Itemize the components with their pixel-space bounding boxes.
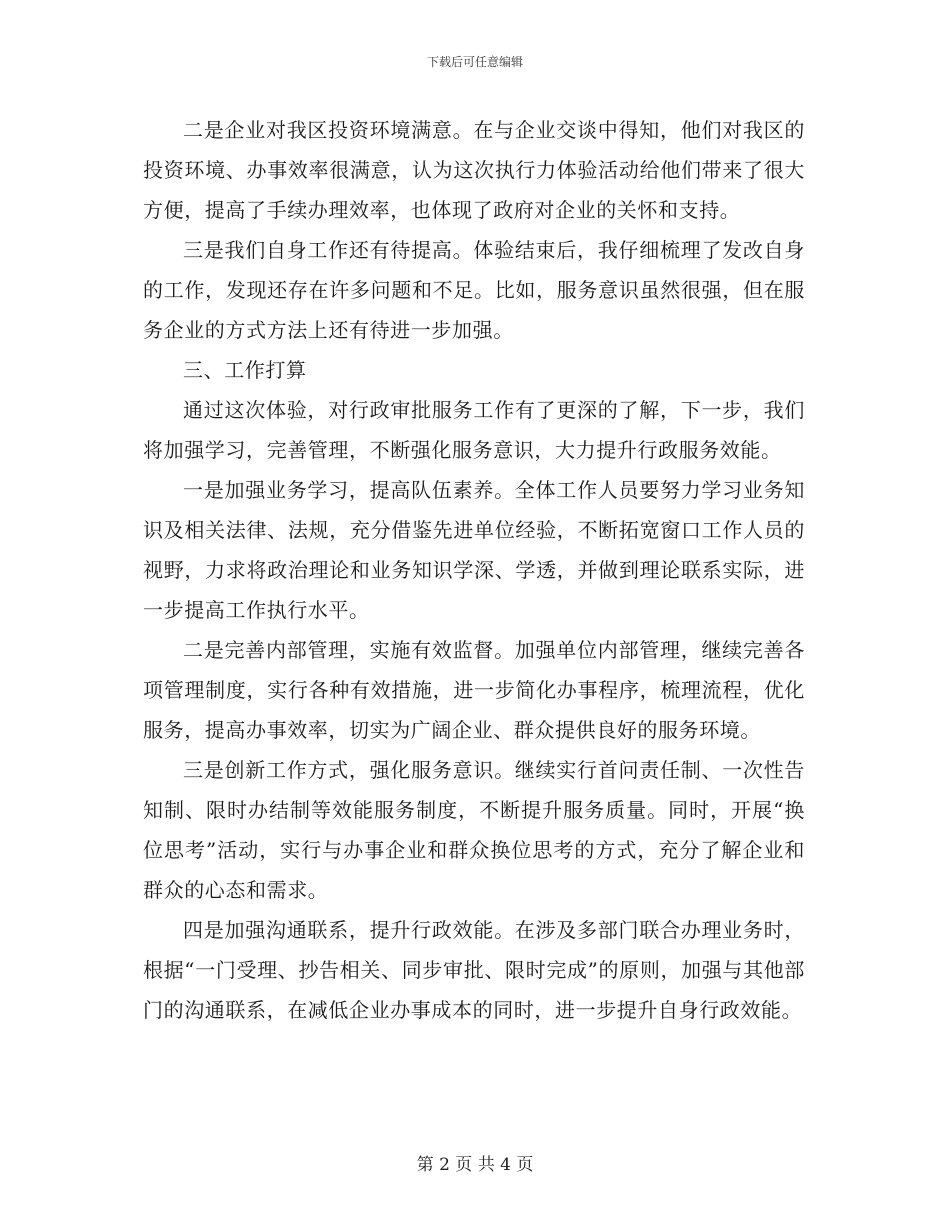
paragraph-internal-management: 二是完善内部管理，实施有效监督。加强单位内部管理，继续完善各项管理制度，实行各种有效措施，进一步简化办事程序，梳理流程，优化服务，提高办事效率，切实为广阔企业、群众提供良好的服务环境。 [143,638,805,742]
header-note: 下载后可任意编辑 [426,55,523,69]
paragraph-investment-satisfaction: 二是企业对我区投资环境满意。在与企业交谈中得知，他们对我区的投资环境、办事效率很满意，认为这次执行力体验活动给他们带来了很大方便，提高了手续办理效率，也体现了政府对企业的关怀和支持。 [143,118,805,222]
section-heading-work-plan: 三、工作打算 [183,358,307,382]
document-body [143,110,805,1030]
page-number: 第 2 页 共 4 页 [416,1155,534,1175]
paragraph-innovate-methods: 三是创新工作方式，强化服务意识。继续实行首问责任制、一次性告知制、限时办结制等效能服务制度，不断提升服务质量。同时，开展“换位思考”活动，实行与办事企业和群众换位思考的方式，充分了解企业和群众的心态和需求。 [143,758,805,902]
paragraph-communication: 四是加强沟通联系，提升行政效能。在涉及多部门联合办理业务时，根据“一门受理、抄告相关、同步审批、限时完成”的原则，加强与其他部门的沟通联系，在减低企业办事成本的同时，进一步提升自身行政效能。 [143,918,805,1022]
paragraph-self-improvement: 三是我们自身工作还有待提高。体验结束后，我仔细梳理了发改自身的工作，发现还存在许多问题和不足。比如，服务意识虽然很强，但在服务企业的方式方法上还有待进一步加强。 [143,238,805,342]
paragraph-strengthen-learning: 一是加强业务学习，提高队伍素养。全体工作人员要努力学习业务知识及相关法律、法规，充分借鉴先进单位经验，不断拓宽窗口工作人员的视野，力求将政治理论和业务知识学深、学透，并做到理论联系实际，进一步提高工作执行水平。 [143,478,805,622]
paragraph-plan-intro: 通过这次体验，对行政审批服务工作有了更深的了解，下一步，我们将加强学习，完善管理，不断强化服务意识，大力提升行政服务效能。 [143,398,805,462]
